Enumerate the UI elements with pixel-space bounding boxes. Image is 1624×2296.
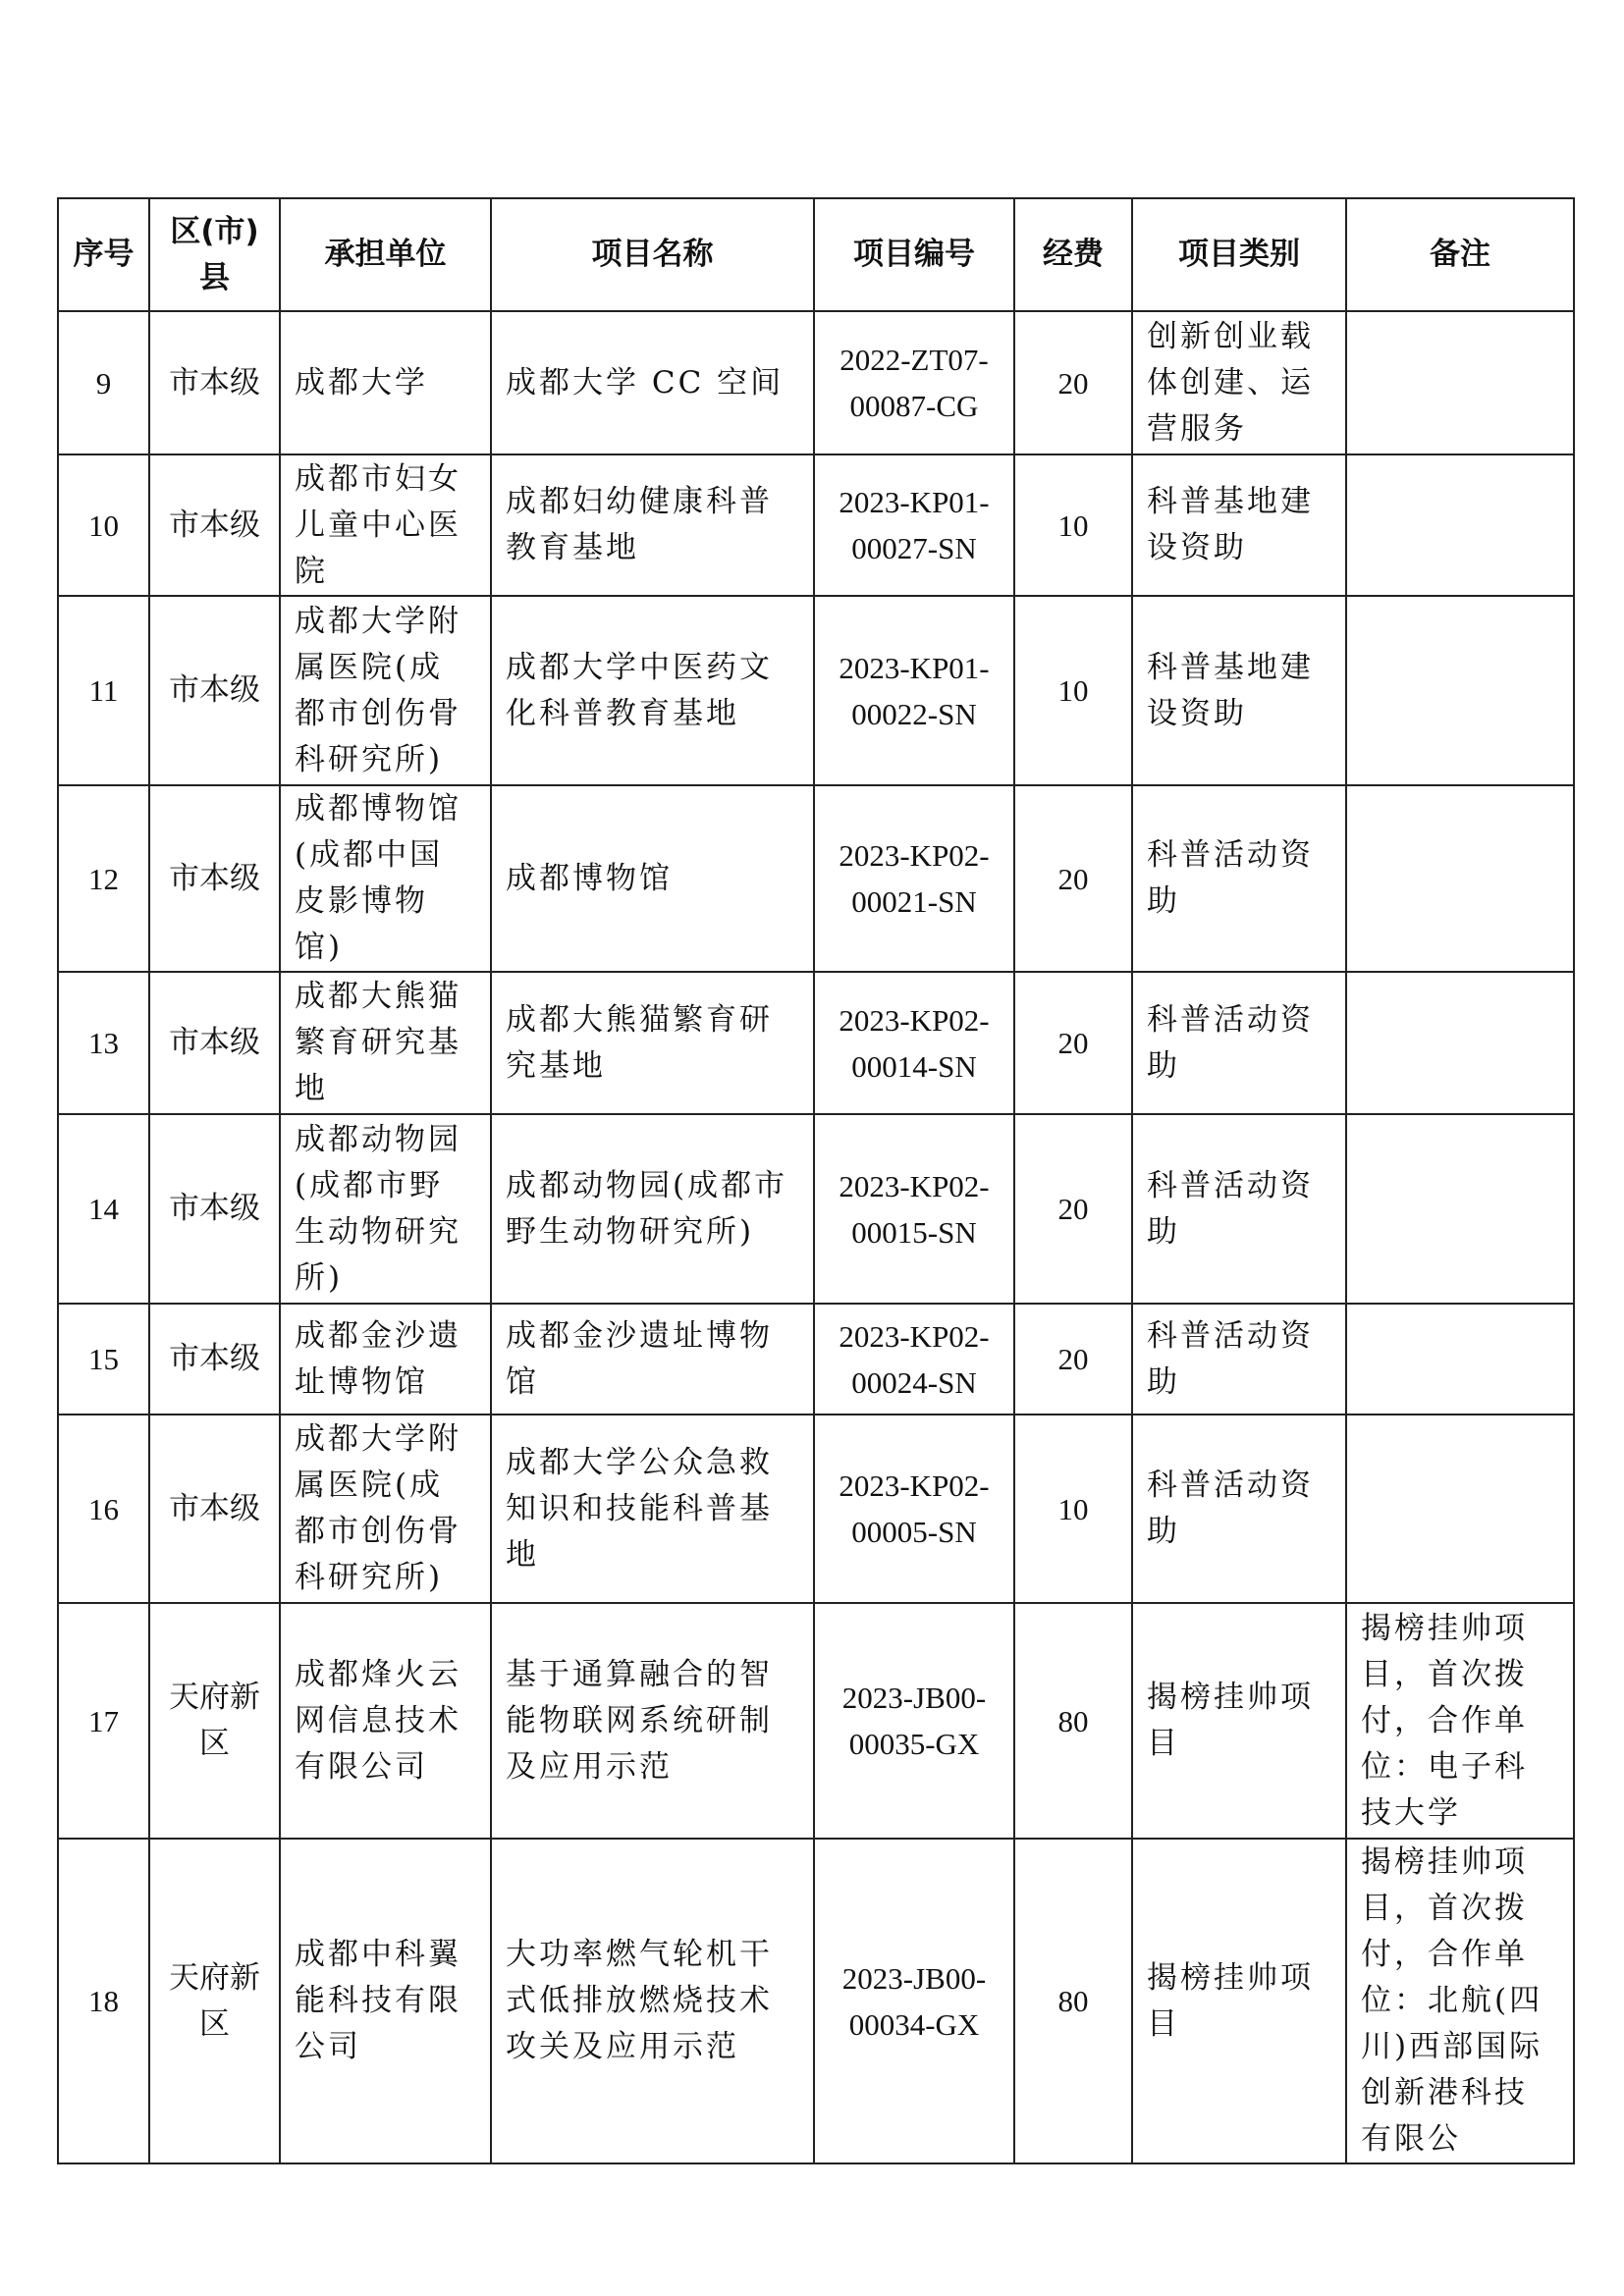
cell-note: [1346, 785, 1574, 972]
cell-fund: 20: [1014, 1114, 1132, 1304]
cell-no: 14: [58, 1114, 149, 1304]
cell-code: 2023-KP02-00005-SN: [814, 1415, 1014, 1603]
cell-district: 市本级: [149, 1304, 280, 1415]
cell-unit: 成都大学附属医院(成都市创伤骨科研究所): [280, 596, 491, 785]
cell-district: 市本级: [149, 1114, 280, 1304]
header-row: [58, 198, 1574, 311]
cell-unit: 成都大学: [280, 311, 491, 454]
cell-name: 成都金沙遗址博物馆: [491, 1304, 814, 1415]
cell-no: 9: [58, 311, 149, 454]
cell-category: 科普基地建设资助: [1132, 454, 1346, 596]
cell-unit: 成都博物馆(成都中国皮影博物馆): [280, 785, 491, 972]
cell-unit: 成都中科翼能科技有限公司: [280, 1839, 491, 2163]
cell-no: 12: [58, 785, 149, 972]
table-row: [58, 454, 1574, 596]
cell-name: 成都大学 CC 空间: [491, 311, 814, 454]
cell-name: 成都博物馆: [491, 785, 814, 972]
cell-name: 成都大学中医药文化科普教育基地: [491, 596, 814, 785]
cell-category: 科普活动资助: [1132, 972, 1346, 1114]
cell-code: 2023-KP02-00014-SN: [814, 972, 1014, 1114]
cell-category: 科普活动资助: [1132, 785, 1346, 972]
cell-no: 18: [58, 1839, 149, 2163]
cell-category: 科普活动资助: [1132, 1114, 1346, 1304]
cell-district: 市本级: [149, 454, 280, 596]
table-row: [58, 311, 1574, 454]
cell-fund: 20: [1014, 972, 1132, 1114]
table-row: [58, 1304, 1574, 1415]
cell-unit: 成都动物园(成都市野生动物研究所): [280, 1114, 491, 1304]
cell-category: 科普基地建设资助: [1132, 596, 1346, 785]
cell-district: 天府新区: [149, 1839, 280, 2163]
cell-district: 天府新区: [149, 1603, 280, 1839]
cell-code: 2023-KP01-00027-SN: [814, 454, 1014, 596]
cell-code: 2023-KP01-00022-SN: [814, 596, 1014, 785]
cell-name: 基于通算融合的智能物联网系统研制及应用示范: [491, 1603, 814, 1839]
cell-district: 市本级: [149, 972, 280, 1114]
cell-name: 成都妇幼健康科普教育基地: [491, 454, 814, 596]
cell-fund: 10: [1014, 454, 1132, 596]
cell-fund: 80: [1014, 1603, 1132, 1839]
cell-category: 揭榜挂帅项目: [1132, 1603, 1346, 1839]
cell-fund: 10: [1014, 596, 1132, 785]
cell-district: 市本级: [149, 596, 280, 785]
cell-unit: 成都烽火云网信息技术有限公司: [280, 1603, 491, 1839]
cell-fund: 20: [1014, 785, 1132, 972]
header-fund: 经费: [1014, 198, 1132, 311]
cell-note: [1346, 1114, 1574, 1304]
table-row: [58, 1839, 1574, 2163]
cell-name: 成都动物园(成都市野生动物研究所): [491, 1114, 814, 1304]
cell-note: [1346, 972, 1574, 1114]
cell-note: [1346, 454, 1574, 596]
cell-unit: 成都金沙遗址博物馆: [280, 1304, 491, 1415]
cell-fund: 20: [1014, 1304, 1132, 1415]
cell-unit: 成都大熊猫繁育研究基地: [280, 972, 491, 1114]
cell-no: 17: [58, 1603, 149, 1839]
cell-note: 揭榜挂帅项目，首次拨付，合作单位：电子科技大学: [1346, 1603, 1574, 1839]
header-name: 项目名称: [491, 198, 814, 311]
cell-name: 大功率燃气轮机干式低排放燃烧技术攻关及应用示范: [491, 1839, 814, 2163]
cell-code: 2023-JB00-00035-GX: [814, 1603, 1014, 1839]
cell-code: 2022-ZT07-00087-CG: [814, 311, 1014, 454]
cell-code: 2023-JB00-00034-GX: [814, 1839, 1014, 2163]
cell-note: [1346, 1304, 1574, 1415]
header-note: 备注: [1346, 198, 1574, 311]
table-row: [58, 785, 1574, 972]
cell-note: 揭榜挂帅项目，首次拨付，合作单位：北航(四川)西部国际创新港科技有限公: [1346, 1839, 1574, 2163]
table-row: [58, 1603, 1574, 1839]
cell-no: 16: [58, 1415, 149, 1603]
cell-no: 11: [58, 596, 149, 785]
cell-fund: 10: [1014, 1415, 1132, 1603]
cell-unit: 成都市妇女儿童中心医院: [280, 454, 491, 596]
header-code: 项目编号: [814, 198, 1014, 311]
cell-district: 市本级: [149, 311, 280, 454]
cell-no: 15: [58, 1304, 149, 1415]
header-district: 区(市)县: [149, 198, 280, 311]
cell-category: 科普活动资助: [1132, 1415, 1346, 1603]
cell-fund: 80: [1014, 1839, 1132, 2163]
cell-category: 科普活动资助: [1132, 1304, 1346, 1415]
cell-no: 10: [58, 454, 149, 596]
cell-district: 市本级: [149, 1415, 280, 1603]
cell-district: 市本级: [149, 785, 280, 972]
cell-code: 2023-KP02-00015-SN: [814, 1114, 1014, 1304]
header-category: 项目类别: [1132, 198, 1346, 311]
table-row: [58, 1114, 1574, 1304]
cell-note: [1346, 596, 1574, 785]
cell-name: 成都大学公众急救知识和技能科普基地: [491, 1415, 814, 1603]
table-row: [58, 1415, 1574, 1603]
cell-note: [1346, 1415, 1574, 1603]
cell-category: 揭榜挂帅项目: [1132, 1839, 1346, 2163]
cell-category: 创新创业载体创建、运营服务: [1132, 311, 1346, 454]
table-row: [58, 596, 1574, 785]
cell-fund: 20: [1014, 311, 1132, 454]
cell-code: 2023-KP02-00024-SN: [814, 1304, 1014, 1415]
cell-unit: 成都大学附属医院(成都市创伤骨科研究所): [280, 1415, 491, 1603]
project-table: [57, 197, 1575, 2164]
header-no: 序号: [58, 198, 149, 311]
cell-code: 2023-KP02-00021-SN: [814, 785, 1014, 972]
cell-no: 13: [58, 972, 149, 1114]
header-unit: 承担单位: [280, 198, 491, 311]
cell-note: [1346, 311, 1574, 454]
table-row: [58, 972, 1574, 1114]
cell-name: 成都大熊猫繁育研究基地: [491, 972, 814, 1114]
